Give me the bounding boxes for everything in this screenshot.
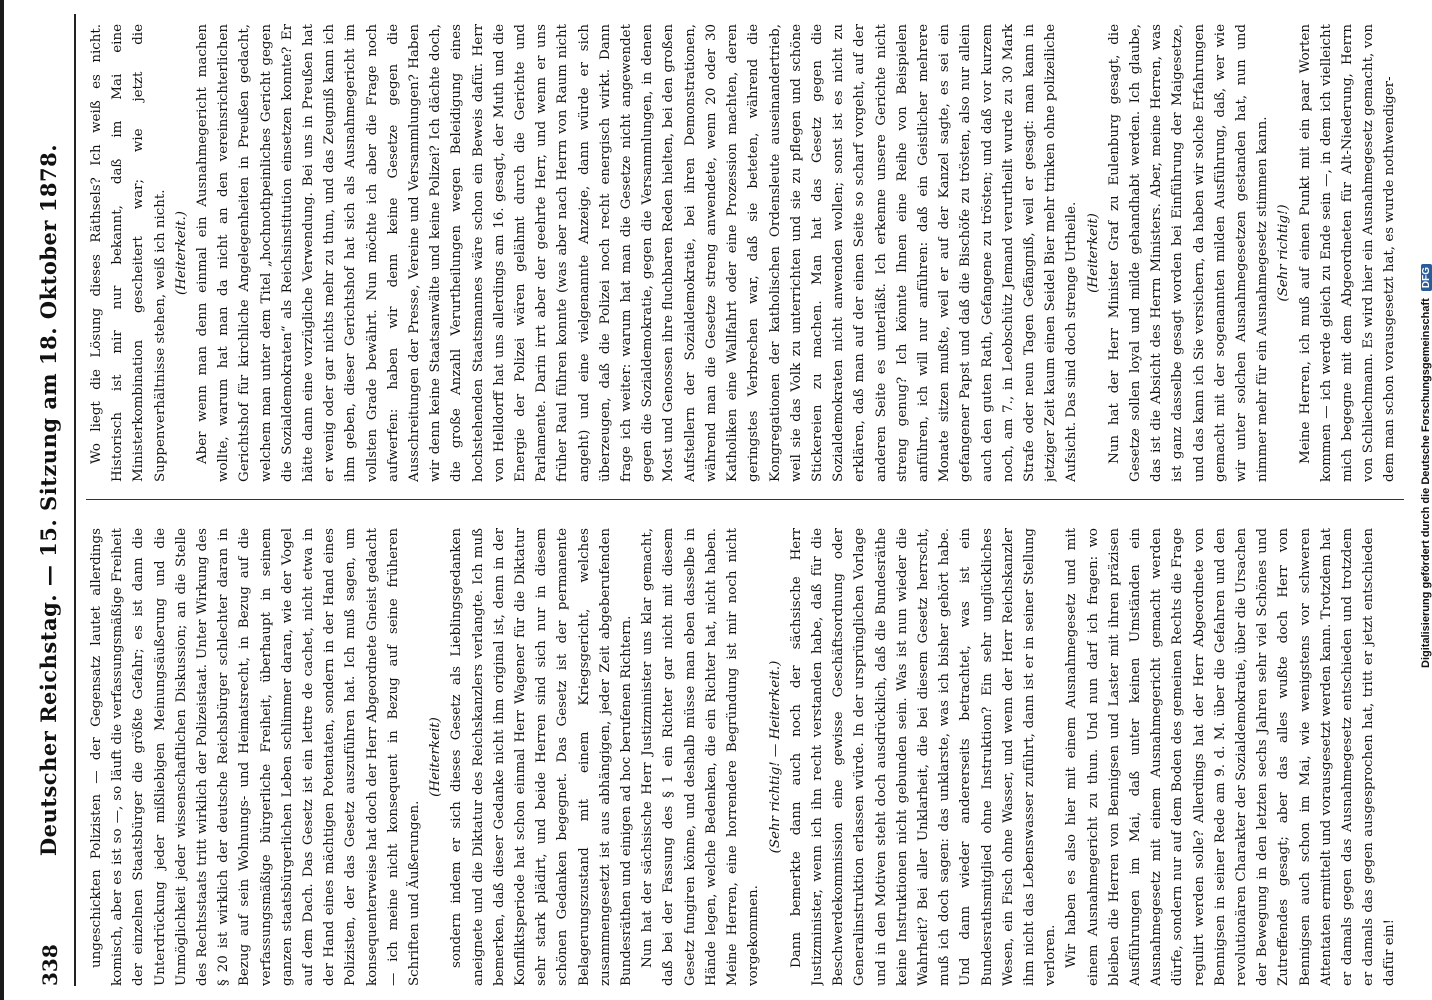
interjection: (Heiterkeit.) — [173, 211, 189, 295]
paragraph: Wo liegt die Lösung dieses Räthsels? Ich weiß es nicht. Historisch ist mir nur bekannt, daß im Mai eine Ministerkombination gescheitert war; wie jetzt die Suppenverhältnisse stehen, weiß ich nicht. — [89, 24, 168, 482]
page-number: 338 — [38, 944, 62, 986]
dfg-logo: DFG — [1421, 264, 1432, 291]
text-column-left — [86, 528, 1406, 986]
interjection: (Sehr richtig! — Heiterkeit.) — [767, 660, 783, 854]
paragraph: Nun hat der Herr Minister Graf zu Eulenburg gesagt, die Gesetze sollen loyal und milde gehandhabt werden. Ich glaube, das ist die Absicht des Herrn Ministers. Aber, meine Herren, was ist ganz dasselbe gesagt worden bei Einführung der Maigesetze, und das kann ich Sie versichern, da haben wir solche Erfahrungen gemacht mit der sogenannten milden Ausführung, daß, wer wie wir unter solchen Ausnahmegesetzen gestanden hat, nun und nimmer mehr für ein Ausnahmegesetz stimmen kann. — [1106, 24, 1271, 482]
interjection: (Heiterkeit) — [1085, 213, 1101, 293]
paragraph: Nun hat der sächsische Herr Justizminister uns klar gemacht, daß bei der Fassung des § 1 ein Richter gar nicht mit diesem Gesetz fungiren könne, und deshalb müsse man eben dasselbe in Hände legen, welche Bedenken, die ein Richter hat, nicht haben. Meine Herren, eine horrendere Begründung ist mir noch nicht vorgekommen. — [640, 528, 762, 986]
paragraph: Wir haben es also hier mit einem Ausnahmegesetz und mit einem Ausnahmegericht zu thun. Und nun darf ich fragen: wo bleiben die Herren von Bennigsen und Laster mit ihren präzisen Ausführungen im Mai, daß unter keinen Umständen ein Ausnahmegesetz mit einem Ausnahmegericht gemacht werden dürfe, sondern nur auf dem Boden des gemeinen Rechts die Frage regulirt werden solle? Allerdings hat der Herr Abgeordnete von Bennigsen in seiner Rede am 9. d. M. über die Gefahren und den revolutionären Charakter der Sozialdemokratie, über die Ursachen der Bewegung in den letzten sechs Jahren sehr viel Schönes und Zutreffendes gesagt; aber das alles wußte doch Herr von Bennigsen auch schon im Mai, wie wenigstens vor schweren Attentaten ermittelt und vorausgesetzt werden kann. Trotzdem hat er damals gegen das Ausnahmegesetz entschieden und trotzdem er damals das gegen ausgesprochen hat, tritt er jetzt entschieden dafür ein! — [1064, 528, 1398, 986]
page-title: Deutscher Reichstag. — 15. Sitzung am 18. Oktober 1878. — [36, 143, 61, 857]
interjection: (Sehr richtig!) — [1276, 204, 1292, 302]
credit-text: Digitalisierung gefördert durch die Deutsche Forschungsgemeinschaft — [1420, 298, 1432, 668]
digitization-credit — [1418, 0, 1432, 1000]
rotated-page — [30, 14, 1410, 986]
paragraph: Dann bemerkte dann auch noch der sächsische Herr Justizminister, wenn ich ihn recht verstanden habe, daß für die Beschwerdekommission eine gewisse Geschäftsordnung oder Generalinstruktion erlassen würde. In der ursprünglichen Vorlage und in den Motiven steht doch ausdrücklich, daß die Bundesräthe keine Instruktionen nicht gebunden sein. Was ist nun wieder die Wahrheit? Bei aller Unklarheit, die bei diesem Gesetz herrscht, muß ich doch sagen: das unklarste, was ich bisher gehört habe. Und dann wieder andererseits betrachtet, was ist ein Bundesrathsmitglied ohne Instruktion? Ein sehr unglückliches Wesen, ein Fisch ohne Wasser, und wenn der Herr Reichskanzler ihm nicht das Lebenswasser zuführt, dann ist er in seiner Stellung verloren. — [788, 528, 1059, 986]
page-header — [30, 14, 76, 986]
paragraph: ungeschickten Polizisten — der Gegensatz lautet allerdings komisch, aber es ist so —, so läuft die verfassungsmäßige Freiheit der einzelnen Staatsbürger die größte Gefahr; es ist dann die Unterdrückung jeder mißliebigen Meinungsäußerung und die Unmöglichkeit jeder wissenschaftlichen Diskussion; an die Stelle des Rechtsstaats tritt wirklich der Polizeistaat. Unter Wirkung des § 20 ist wirklich der deutsche Reichsbürger schlechter daran in Bezug auf sein Wohnungs- und Heimatsrecht, in Bezug auf die verfassungsmäßige bürgerliche Freiheit, überhaupt in seinem ganzen staatsbürgerlichen Leben schlimmer daran, wie der Vogel auf dem Dach. Das Gesetz ist ein lettre de cachet, nicht etwa in der Hand eines mächtigen Potentaten, sondern in der Hand eines Polizisten, der das Gesetz auszuführen hat. Ich muß sagen, um konsequenterweise hat doch der Herr Abgeordnete Gneist gedacht — ich meine nicht konsequent in Bezug auf seine früheren Schriften und Äußerungen. — [89, 528, 423, 986]
paragraph: sondern indem er sich dieses Gesetz als Lieblingsgedanken aneignete und die Diktatur des Reichskanzlers verlangte. Ich muß bemerken, daß dieser Gedanke nicht ihm original ist, denn in der Konfliktsperiode hat schon einmal Herr Wagener für die Diktatur sehr stark plädirt, und beide Herren sind sich nur in diesem schönen Gedanken begegnet. Das Gesetz ist der permanente Belagerungszustand mit einem Kriegsgericht, welches zusammengesetzt ist aus abhängigen, jeder Zeit abgeberufenden Bundesräthen und einigen ad hoc berufenen Richtern. — [449, 528, 635, 986]
scan-edge — [0, 0, 4, 1000]
paragraph: Aber wenn man denn einmal ein Ausnahmegericht machen wollte, warum hat man da nicht an den vereinsrichterlichen Gerichtshof für kirchliche Angelegenheiten in Preußen gedacht, welchem man unter dem Titel „hochnothpeinliches Gericht gegen die Sozialdemokraten“ als Reichsinstitution einsetzen konnte? Er hätte dann eine vorzügliche Verwendung. Bei uns in Preußen hat er wenig oder gar nichts mehr zu thun, und das Zeugniß kann ich ihm geben, dieser Gerichtshof hat sich als Ausnahmegericht im vollsten Grade bewährt. Nun möchte ich aber die Frage noch aufwerfen: haben wir denn keine Gesetze gegen die Ausschreitungen der Presse, Vereine und Versammlungen? Haben wir denn keine Staatsanwälte und keine Polizei? Ich dächte doch, die große Anzahl Verurtheilungen wegen Beleidigung eines hochstehenden Staatsmannes wäre schon ein Beweis dafür. Herr von Helldorff hat uns allerdings am 16. gesagt, der Muth und die Energie der Polizei wären gelähmt durch die Gerichte und Parlamente. Darin irrt aber der geehrte Herr, und wenn er uns früher Raul führen konnte (was aber nach Herrn von Raum nicht angeht) und eine vielgenannte Anzeige, dann würde er sich überzeugen, daß die Polizei noch recht energisch wirkt. Dann frage ich weiter: warum hat man die Gesetze nicht angewendet gegen die Sozialdemokratie, gegen die Versammlungen, in denen Most und Genossen ihre fluchbaren Reden hielten, bei den großen Aufstellern der Sozialdemokratie, bei ihren Demonstrationen, während man die Gesetze streng anwendete, wenn 20 oder 30 Katholiken eine Wallfahrt oder eine Prozession machten, deren geringstes Verbrechen war, daß sie beteten, während die Kongregationen der katholischen Ordensleute auseinandertrieb, weil sie das Volk zu unterrichten und sie zu pflegen und schöne Stickereien zu machen. Man hat das Gesetz gegen die Sozialdemokraten nicht anwenden wollen; sonst ist es nicht zu erklären, daß man auf der einen Seite so scharf vorgeht, auf der anderen Seite es unterläßt. Ich erkenne unsere Gerichte nicht streng genug? Ich könnte Ihnen eine Reihe von Beispielen anführen, ich will nur anführen: daß ein Geistlicher mehrere Monate sitzen mußte, weil er auf der Kanzel sagte, es sei ein gefangener Papst und daß die Bischöfe zu trösten, also nur allein auch den guten Rath, Gefangene zu trösten; und daß vor kurzem noch, am 7., in Leobschütz Jemand verurtheilt wurde zu 30 Mark Strafe oder neun Tagen Gefängniß, weil er gesagt: man kann in jetziger Zeit kaum einen Seidel Bier mehr trinken ohne polizeiliche Aufsicht. Das sind doch strenge Urtheile. — [195, 24, 1080, 482]
column-divider — [86, 499, 1404, 500]
interjection: (Heiterkeit) — [428, 717, 444, 797]
paragraph: Meine Herren, ich muß auf einen Punkt mit ein paar Worten kommen — ich werde gleich zu Ende sein —, in dem ich vielleicht mich begegne mit dem Abgeordneten für Alt-Niederung, Herrn von Schliechmann. Es wird hier ein Ausnahmegesetz gemacht, von dem man schon vorausgesetzt hat, es wurde nothwendiger- — [1297, 24, 1398, 482]
text-column-right — [86, 24, 1406, 482]
